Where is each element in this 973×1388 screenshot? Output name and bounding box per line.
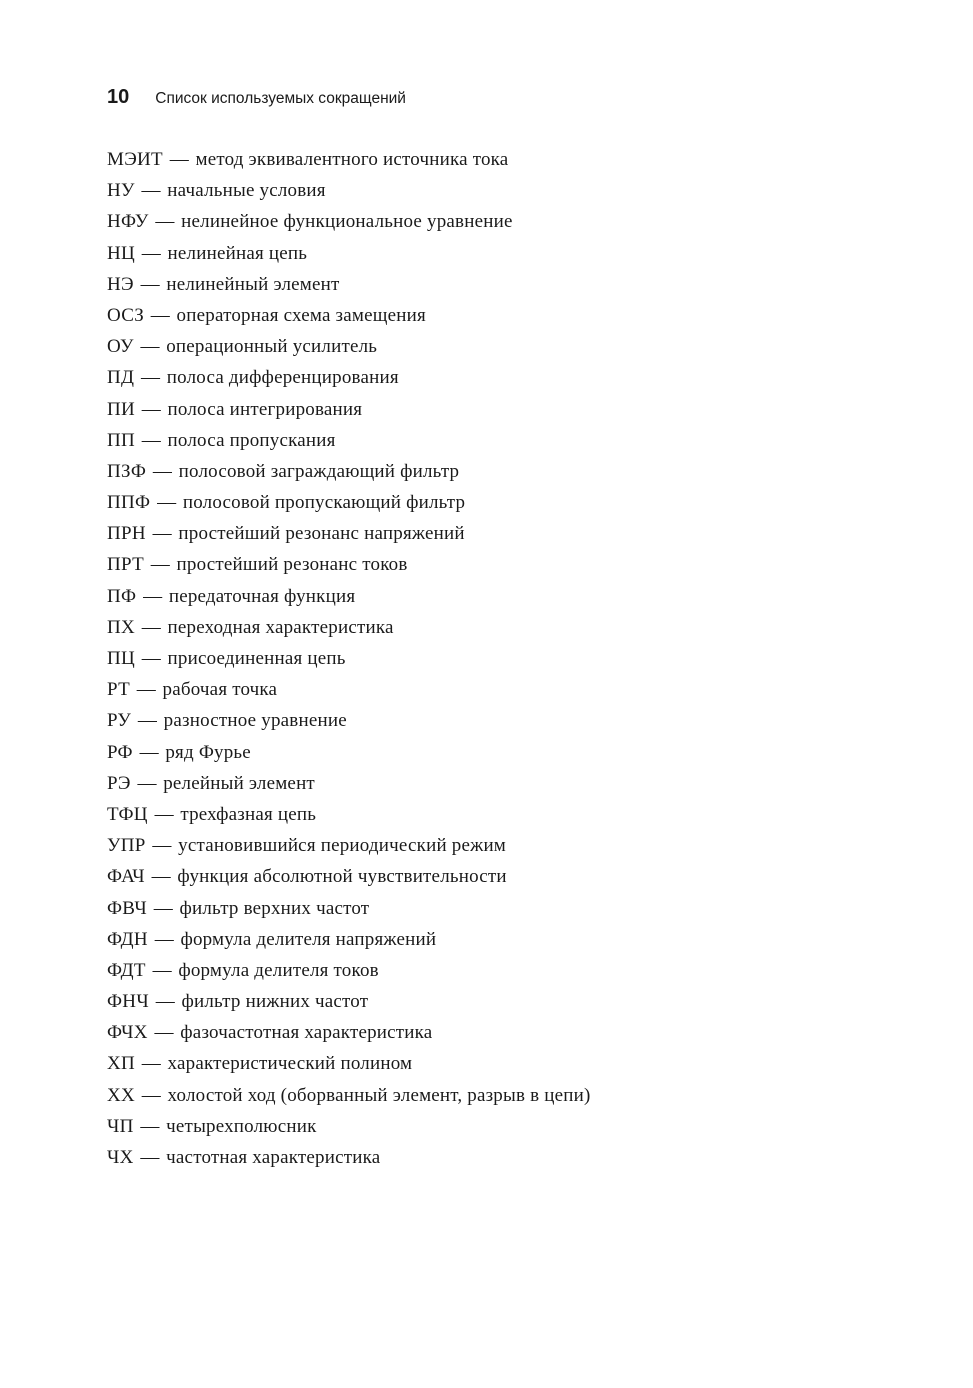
dash-separator: — [152,835,172,857]
dash-separator: — [141,367,161,389]
abbreviation-term: УПР [107,835,146,857]
running-head [107,86,406,109]
abbreviation-entry [107,1142,590,1173]
abbreviation-entry [107,955,590,986]
abbreviation-definition: функция абсолютной чувствительности [177,866,507,888]
abbreviation-term: ПИ [107,398,136,420]
abbreviation-entry [107,425,590,456]
abbreviation-definition: простейший резонанс напряжений [178,523,465,545]
page-number: 10 [107,86,130,108]
abbreviation-entry [107,1048,590,1079]
dash-separator: — [141,429,161,451]
abbreviation-entry [107,1111,590,1142]
abbreviation-entry [107,830,590,861]
dash-separator: — [143,585,163,607]
abbreviation-term: ТФЦ [107,803,148,825]
dash-separator: — [140,273,160,295]
abbreviation-definition: ряд Фурье [165,741,251,763]
abbreviation-definition: характеристический полином [167,1053,413,1075]
abbreviation-definition: начальные условия [167,180,326,202]
dash-separator: — [152,959,172,981]
dash-separator: — [155,211,175,233]
abbreviation-term: ПЦ [107,648,136,669]
abbreviation-definition: полоса пропускания [167,429,336,451]
abbreviation-entry [107,924,590,955]
dash-separator: — [155,991,175,1013]
abbreviation-definition: фильтр верхних частот [179,897,370,919]
abbreviation-definition: нелинейная цепь [167,242,308,264]
abbreviation-term: ОУ [107,336,134,358]
abbreviation-entry [107,737,590,768]
abbreviation-entry [107,643,590,674]
abbreviation-entry [107,768,590,799]
abbreviation-entry [107,1080,590,1111]
dash-separator: — [150,554,170,576]
abbreviation-term: РТ [107,679,131,701]
dash-separator: — [137,710,157,732]
abbreviation-definition: фильтр нижних частот [181,991,369,1013]
abbreviation-entry [107,612,590,643]
abbreviation-entry [107,394,590,425]
abbreviation-entry [107,362,590,393]
abbreviation-definition: нелинейное функциональное уравнение [181,211,513,233]
abbreviation-definition: полоса интегрирования [167,398,363,420]
abbreviation-term: ЧХ [107,1147,134,1168]
abbreviation-entry [107,269,590,300]
abbreviation-entry [107,1017,590,1048]
dash-separator: — [154,928,174,950]
abbreviation-term: НУ [107,180,135,202]
dash-separator: — [137,772,157,794]
abbreviation-definition: формула делителя напряжений [180,928,437,950]
abbreviation-term: ФНЧ [107,991,149,1013]
abbreviation-definition: переходная характеристика [167,616,394,638]
abbreviation-term: ФДН [107,928,148,950]
dash-separator: — [136,679,156,701]
abbreviation-term: НЭ [107,273,134,295]
dash-separator: — [140,336,160,358]
abbreviation-definition: частотная характеристика [166,1147,381,1168]
abbreviation-definition: операторная схема замещения [176,304,426,326]
abbreviation-definition: фазочастотная характеристика [180,1022,433,1044]
abbreviation-entry [107,456,590,487]
abbreviation-term: ФВЧ [107,897,147,919]
abbreviation-term: ПД [107,367,135,389]
abbreviation-term: ФЧХ [107,1022,148,1044]
dash-separator: — [139,741,159,763]
abbreviation-entry [107,861,590,892]
abbreviation-entry [107,674,590,705]
abbreviation-entry [107,549,590,580]
abbreviation-term: ПХ [107,616,136,638]
abbreviation-definition: передаточная функция [168,585,356,607]
abbreviation-entry [107,518,590,549]
abbreviation-entry [107,487,590,518]
abbreviation-term: РУ [107,710,132,732]
dash-separator: — [141,180,161,202]
abbreviation-definition: метод эквивалентного источника тока [195,149,509,170]
abbreviation-term: ПФ [107,585,137,607]
abbreviation-term: ПРТ [107,554,145,576]
abbreviation-term: ПЗФ [107,460,147,482]
abbreviation-definition: полосовой пропускающий фильтр [182,492,466,514]
dash-separator: — [151,866,171,888]
abbreviation-term: РЭ [107,772,131,794]
abbreviation-entry [107,705,590,736]
abbreviation-term: ЧП [107,1115,134,1137]
abbreviation-term: МЭИТ [107,149,163,170]
abbreviation-term: РФ [107,741,133,763]
abbreviation-term: ХП [107,1053,136,1075]
section-title: Список используемых сокращений [155,90,406,107]
abbreviation-entry [107,300,590,331]
abbreviation-entry [107,144,590,175]
dash-separator: — [154,803,174,825]
abbreviation-definition: формула делителя токов [178,959,379,981]
abbreviation-term: ХХ [107,1084,136,1106]
abbreviation-definition: установившийся периодический режим [178,835,507,857]
abbreviation-definition: присоединенная цепь [167,648,346,669]
abbreviation-term: НЦ [107,242,136,264]
abbreviation-entry [107,799,590,830]
dash-separator: — [157,492,177,514]
abbreviation-entry [107,206,590,237]
abbreviation-list [107,144,590,1173]
abbreviation-entry [107,175,590,206]
abbreviation-definition: полосовой заграждающий фильтр [178,460,460,482]
abbreviation-term: ФАЧ [107,866,145,888]
dash-separator: — [141,242,161,264]
abbreviation-entry [107,331,590,362]
abbreviation-definition: холостой ход (оборванный элемент, разрыв в цепи) [167,1084,591,1106]
abbreviation-term: ПП [107,429,136,451]
abbreviation-definition: операционный усилитель [166,336,378,358]
abbreviation-definition: полоса дифференцирования [166,367,399,389]
dash-separator: — [150,304,170,326]
abbreviation-definition: релейный элемент [163,772,315,794]
dash-separator: — [153,897,173,919]
abbreviation-term: ФДТ [107,959,146,981]
abbreviation-entry [107,238,590,269]
dash-separator: — [169,149,189,170]
abbreviation-definition: разностное уравнение [163,710,347,732]
dash-separator: — [141,616,161,638]
abbreviation-definition: четырехполюсник [166,1115,317,1137]
abbreviation-term: ПРН [107,523,146,545]
dash-separator: — [152,523,172,545]
dash-separator: — [154,1022,174,1044]
dash-separator: — [141,398,161,420]
abbreviation-entry [107,986,590,1017]
dash-separator: — [141,1084,161,1106]
abbreviation-entry [107,893,590,924]
abbreviation-definition: нелинейный элемент [166,273,340,295]
dash-separator: — [141,1053,161,1075]
dash-separator: — [140,1147,160,1168]
abbreviation-term: НФУ [107,211,149,233]
abbreviation-definition: рабочая точка [162,679,278,701]
abbreviation-entry [107,581,590,612]
abbreviation-term: ОСЗ [107,304,145,326]
abbreviation-definition: простейший резонанс токов [176,554,408,576]
dash-separator: — [141,648,161,669]
abbreviation-definition: трехфазная цепь [180,803,317,825]
abbreviation-term: ППФ [107,492,151,514]
dash-separator: — [140,1115,160,1137]
dash-separator: — [152,460,172,482]
